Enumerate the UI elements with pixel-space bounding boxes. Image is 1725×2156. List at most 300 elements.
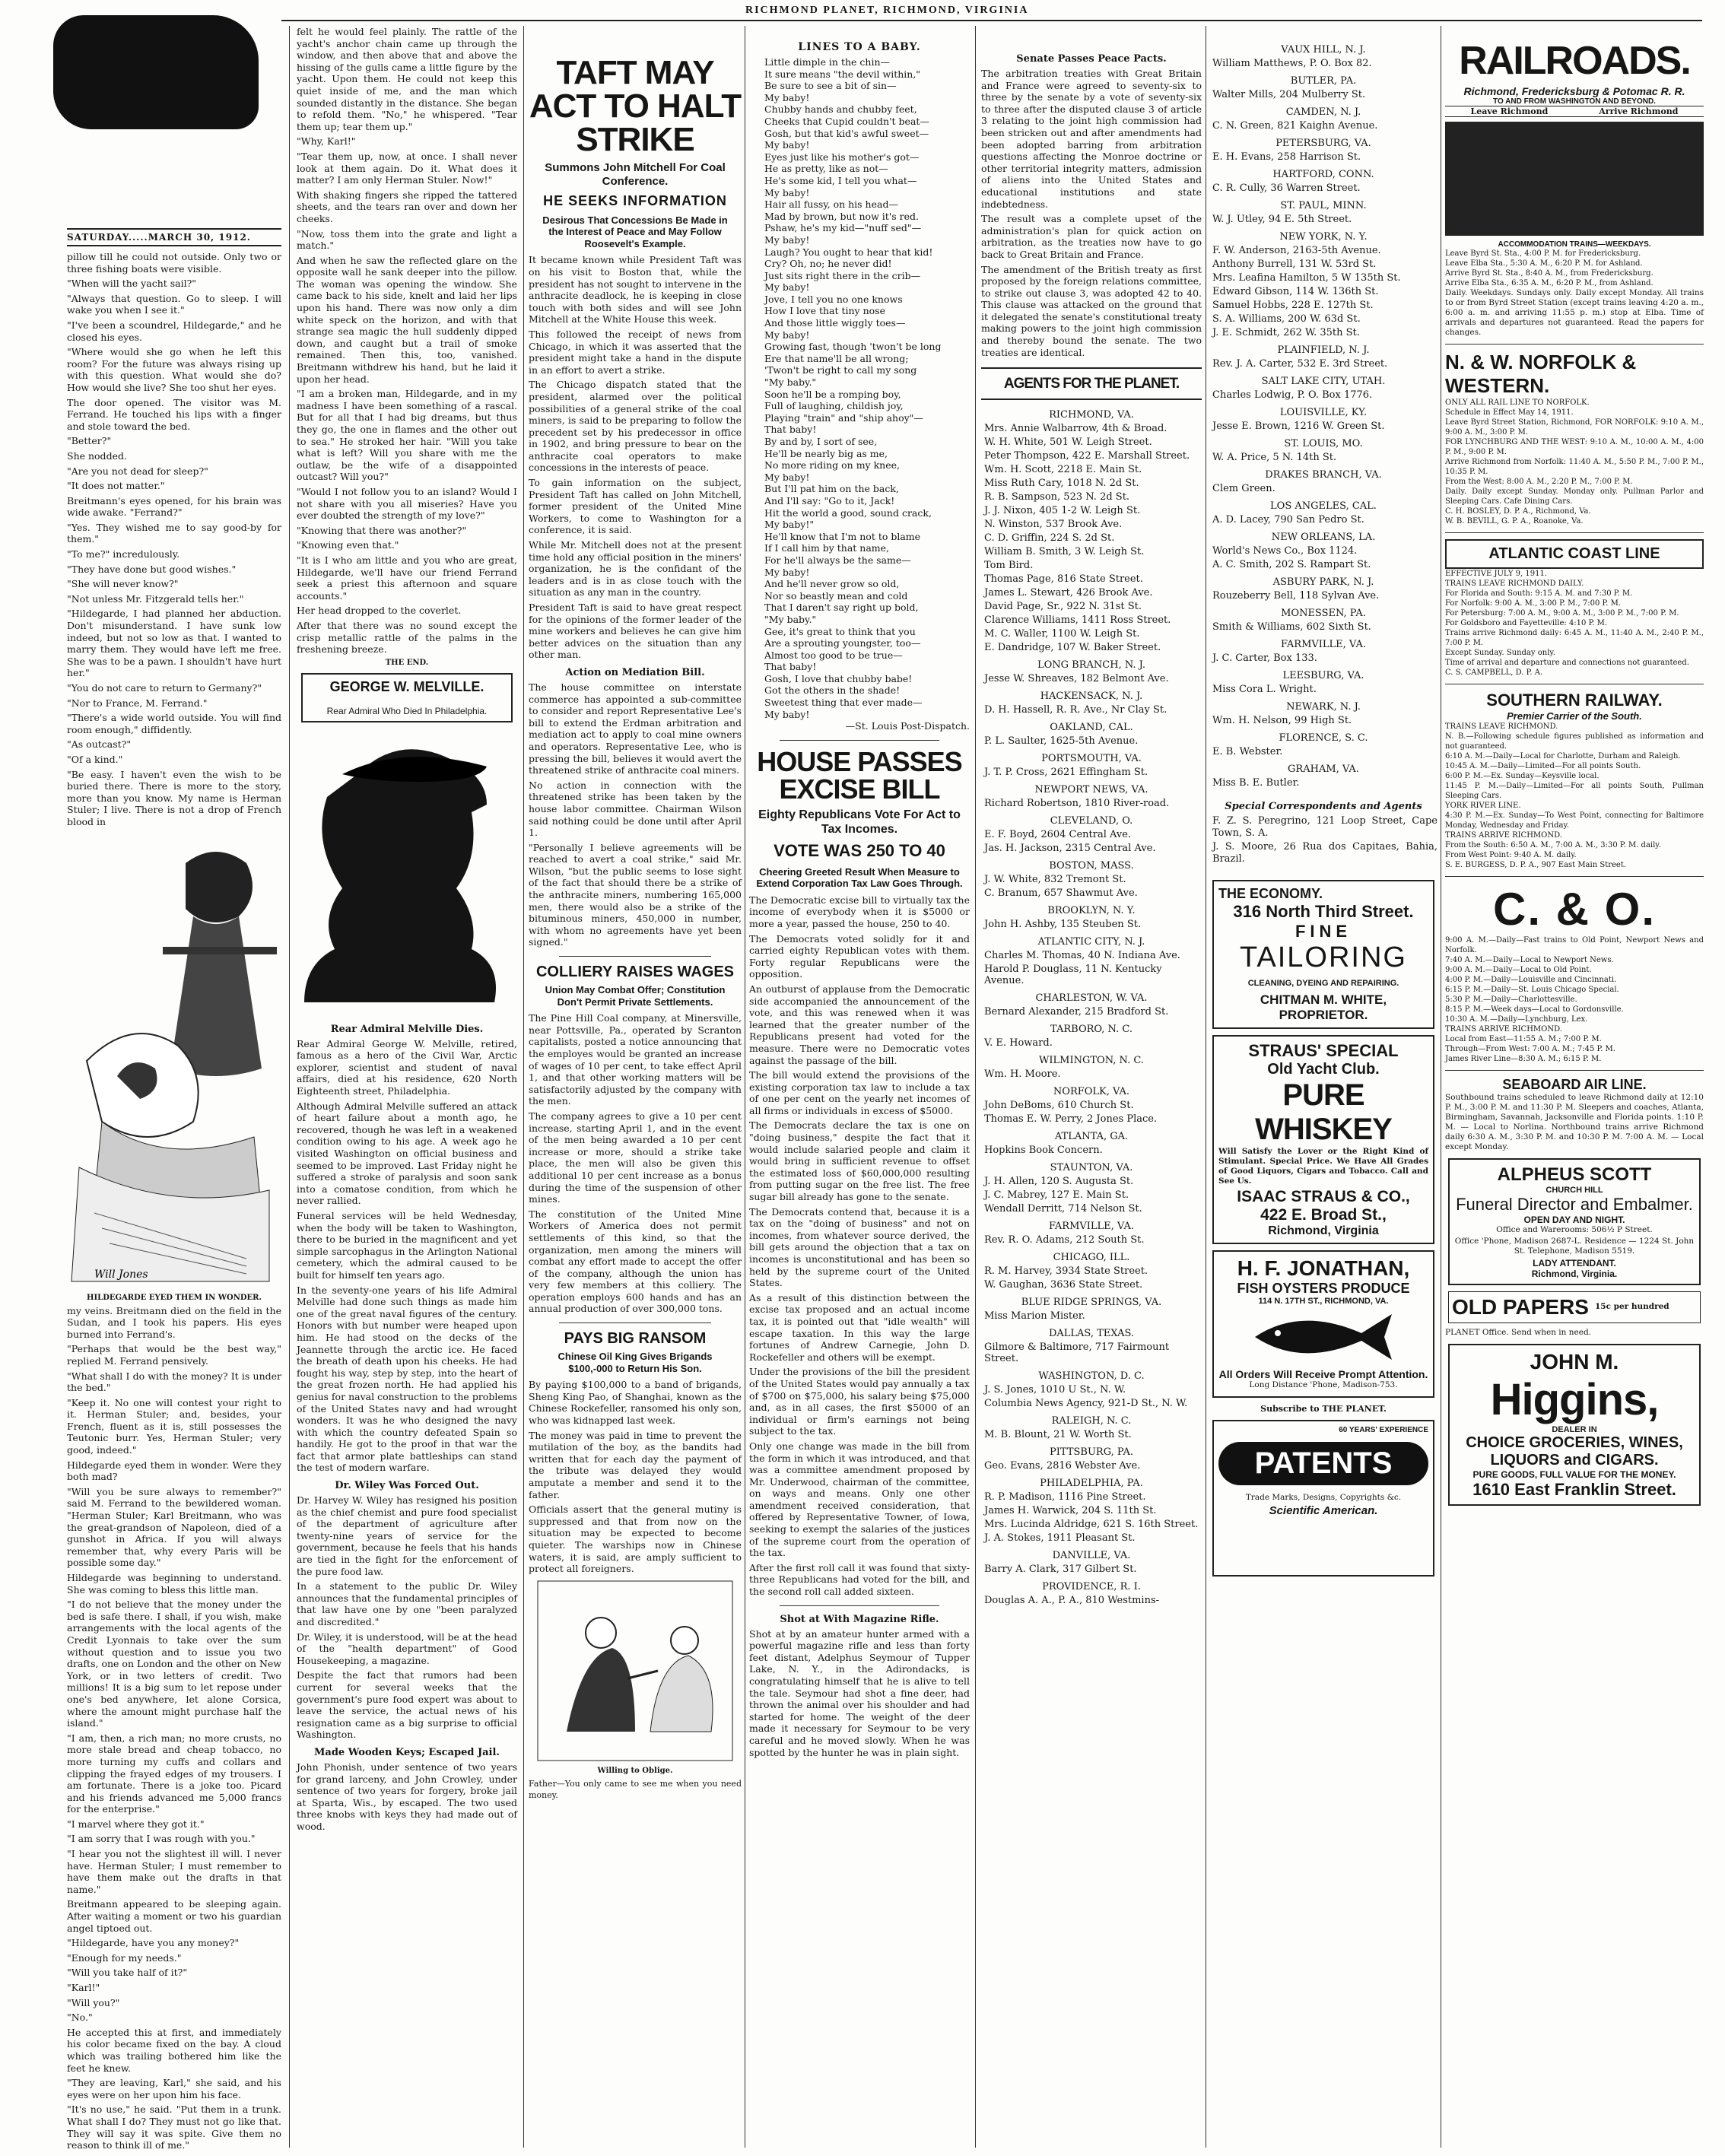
scott-lady: LADY ATTENDANT. [1533,1258,1616,1269]
agent-city: CHARLESTON, W. VA. [1035,992,1148,1005]
paragraph: The arbitration treaties with Great Britain and France were agreed to seventy-six to three by the senate by a vote of seventy-six to three after the disputed clause 3 of article 3 relating to the joint high commission had been stricken out and after amendments had been adopted barring from arbitration questions affecting the Monroe doctrine or other territorial integrity matters, admission of aliens into the United States and educational institutions and state indebtedness. [981,68,1202,210]
southern-lines [1445,722,1704,870]
economy-sub: CLEANING, DYEING AND REPAIRING. [1247,979,1399,989]
timetable-line: For Petersburg: 7:00 A. M., 9:00 A. M., 3:00 P. M., 7:00 P. M. [1445,609,1679,618]
pact-head: Senate Passes Peace Pacts. [1016,53,1167,65]
pact-story [981,68,1202,358]
column-five [981,26,1202,2148]
agent-entry: J. W. White, 832 Tremont St. [984,874,1126,886]
agent-entry: Miss Ruth Cary, 1018 N. 2d St. [984,478,1139,490]
paragraph: Officials assert that the general mutiny is suppressed and that from now on the situation may be expected to become quieter. The warships now in Chinese waters, it is said, are amply sufficient to protect all foreigners. [529,1503,742,1575]
timetable-line: 6:15 P. M.—Daily—St. Louis Chicago Special. [1445,986,1619,994]
ransom-head: PAYS BIG RANSOM [564,1330,707,1348]
headline-excise: HOUSE PASSES EXCISE BILL [757,745,962,805]
agent-city: RALEIGH, N. C. [1051,1415,1132,1427]
poem-line: But I'll pat him on the back, [764,483,899,495]
rifle-head: Shot at With Magazine Rifle. [780,1613,939,1625]
higgins-goods: CHOICE GROCERIES, WINES, LIQUORS and CIGARS. [1466,1434,1683,1469]
paragraph: She nodded. [67,449,127,462]
straus-firm: ISAAC STRAUS & CO., [1237,1188,1410,1206]
scott-city: Richmond, Virginia. [1531,1269,1618,1279]
special-head: Special Correspondents and Agents [1225,801,1422,812]
poem-line: That I daren't say right up bold, [764,602,919,614]
paragraph: "They are leaving, Karl," she said, and his eyes were on her upon him his face. [67,2077,281,2100]
svg-text:Will Jones: Will Jones [94,1268,148,1281]
poem-line: Are a sprouting youngster, too— [764,637,921,649]
timetable-line: Arrive Elba Sta., 6:35 A. M., 6:20 P. M., from Ashland. [1445,279,1654,287]
paragraph: Breitmann appeared to be sleeping again. After waiting a moment or two his guardian angel tiptoed out. [67,1898,281,1934]
agent-entry: Walter Mills, 204 Mulberry St. [1212,89,1366,100]
poem-line: Eyes just like his mother's got— [764,151,920,163]
higgins-john: JOHN M. [1530,1350,1619,1373]
timetable-line: Arrive Byrd St. Sta., 8:40 A. M., from Fredericksburg. [1445,269,1654,278]
cartoon-text: Father—You only came to see me when you need money. [529,1778,742,1801]
headline-taft: TAFT MAY ACT TO HALT STRIKE [529,54,742,158]
agent-entry: Charles Lodwig, P. O. Box 1776. [1212,389,1373,401]
agent-entry: Tom Bird. [984,560,1034,572]
paragraph: Under the provisions of the bill the president of the United States would pay annually a tax of $700 on $75,000, his salary being $75,000 and, as in all cases, the first $5000 of an individual or firm's earnings not being subject to the tax. [749,1366,970,1437]
poem-line: Full of laughing, childish joy, [764,400,904,412]
poem-line: My baby! [764,281,810,294]
paragraph: The money was paid in time to prevent the mutilation of the boy, as the bandits had written that for each day the payment of the tribute was delayed they would amputate a member and send it to the father. [529,1429,742,1500]
agent-entry: E. H. Evans, 258 Harrison St. [1212,151,1361,163]
paragraph: The result was a complete upset of the administration's plan for quick action on arbitration, as the treaties now have to go back to Great Britain and France. [981,213,1202,260]
fish-icon [1247,1310,1399,1364]
jonathan-phone: Long Distance 'Phone, Madison-753. [1249,1380,1398,1390]
paragraph: The amendment of the British treaty as first proposed by the foreign relations committee, to strike out clause 3, was adopted 42 to 40. This clause was attacked on the ground that it delegated the senate's constitutional treaty making powers to the joint high commission and thereby bound the senate. The two treaties are identical. [981,263,1202,358]
special-list [1209,815,1438,865]
timetable-line: For Norfolk: 9:00 A. M., 3:00 P. M., 7:00 P. M. [1445,599,1622,608]
agent-entry: Thomas E. W. Perry, 2 Jones Place. [984,1113,1158,1126]
timetable-line: 9:00 A. M.—Daily—Local to Old Point. [1445,966,1592,974]
poem-line: Jove, I tell you no one knows [764,293,903,305]
paragraph: Rear Admiral George W. Melville, retired, famous as a hero of the Civil War, Arctic explorer, scientist and student of naval affairs, died at his residence, 620 North Eighteenth street, Philadelphia. [297,1037,517,1097]
poem-line: My baby! [764,471,810,483]
agent-entry: William B. Smith, 3 W. Leigh St. [984,546,1145,558]
poem-line: My baby! [764,139,810,151]
paragraph: "Tear them up, now, at once. I shall never look at them again. Do it. What does it matter? I am only Herman Stuler. Now!" [297,150,517,186]
poem-line: My baby! [764,91,810,103]
paragraph: After the first roll call it was found that sixty-three Republicans had voted for the bill, and the second roll call added sixteen. [749,1561,970,1598]
timetable-line: Except Sunday. Sunday only. [1445,649,1555,657]
nw-head: N. & W. NORFOLK & WESTERN. [1445,351,1637,397]
agent-entry: Charles M. Thomas, 40 N. Indiana Ave. [984,950,1180,962]
paragraph: "Always that question. Go to sleep. I will wake you when I see it." [67,292,281,316]
agent-entry: Wm. H. Nelson, 99 High St. [1212,715,1352,726]
paragraph: "Hildegarde, I had planned her abduction. Don't misunderstand. I have sunk low indeed, but not so low as that. I wanted to marry them. They would have left me free. She was to be a pawn. I shouldn't have hurt her." [67,608,281,679]
economy-address: 316 North Third Street. [1233,902,1414,922]
timetable-line: 4:00 P. M.—Daily—Louisville and Cincinnati. [1445,976,1617,984]
ransom-story [529,1379,742,1575]
timetable-line: For Florida and South: 9:15 A. M. and 7:30 P. M. [1445,589,1633,598]
agent-entry: Geo. Evans, 2816 Webster Ave. [984,1460,1141,1472]
agent-city: PETERSBURG, VA. [1275,138,1371,149]
dateline: SATURDAY.....MARCH 30, 1912. [67,228,281,246]
paragraph: "Be easy. I haven't even the wish to be buried there. There is more to the story, more than you know. My name is Herman Stuler; I live. There is not a drop of French blood in [67,768,281,827]
agent-city: PORTSMOUTH, VA. [1041,753,1142,765]
paragraph: Dr. Harvey W. Wiley has resigned his position as the chief chemist and pure food specialist of the department of agriculture after twenty-nine years of service for the government, because he feels that his hands are tied in the fight for the enforcement of the pure food law. [297,1494,517,1577]
poem-line: And I'll say: "Go to it, Jack! [764,494,895,506]
timetable-line: W. B. BEVILL, G. P. A., Roanoke, Va. [1445,517,1584,526]
straus-body: Will Satisfy the Lover or the Right Kind of Stimulant. Special Price. We Have All Grades of Good Liquors, Cigars and Tobacco. Call and See Us. [1218,1147,1428,1186]
poem-line: "My baby." [764,613,817,625]
agent-entry: John H. Ashby, 135 Steuben St. [984,919,1142,931]
paragraph: "Are you not dead for sleep?" [67,465,208,477]
agent-entry: M. B. Blount, 21 W. Worth St. [984,1429,1132,1441]
agent-entry: Mrs. Lucinda Aldridge, 621 S. 16th Street. [984,1519,1199,1531]
timetable-line: S. E. BURGESS, D. P. A., 907 East Main Street. [1445,861,1627,869]
straus-head: STRAUS' SPECIAL [1248,1041,1399,1061]
agent-entry: World's News Co., Box 1124. [1212,545,1358,557]
timetable-line: Arrive Richmond from Norfolk: 11:40 A. M., 5:50 P. M., 7:00 P. M., 10:35 P. M. [1445,458,1704,476]
paragraph: "It's no use," he said. "Put them in a trunk. What shall I do? They must not go like that. They will say it was spite. Give them no reason to think ill of me." [67,2104,281,2151]
agent-city: DRAKES BRANCH, VA. [1265,469,1382,481]
agent-entry: David Page, Sr., 922 N. 31st St. [984,601,1142,613]
paragraph: By paying $100,000 to a band of brigands, Sheng King Pao, of Shanghai, known as the Chinese Rockefeller, ransomed his only son, who was kidnapped last week. [529,1379,742,1427]
paragraph: "It does not matter." [67,480,165,492]
poem-line: That baby! [764,424,817,436]
paragraph: "To me?" incredulously. [67,548,180,560]
scott-name: ALPHEUS SCOTT [1497,1164,1652,1185]
agents-title: AGENTS FOR THE PLANET. [981,367,1202,400]
poem-line: He's some kid, I tell you what— [764,174,917,186]
timetable-line: EFFECTIVE JULY 9, 1911. [1445,570,1548,578]
melville-box [301,673,513,722]
paragraph: "You do not care to return to Germany?" [67,682,262,694]
agent-entry: Bernard Alexander, 215 Bradford St. [984,1006,1169,1018]
straus-address: 422 E. Broad St., [1260,1206,1387,1224]
paragraph: Only one change was made in the bill from the form in which it was introduced, and that was a committee amendment proposed by Mr. Underwood, chairman of the committee, on ways and means. Only one other amendment received consideration, that offered by Representative Towner, of Iowa, seeking to exempt the salaries of the justices of the supreme court from the operation of the tax. [749,1440,970,1559]
railroads-title: RAILROADS. [1459,39,1690,83]
story-text [67,251,281,828]
agent-entry: Rev. R. O. Adams, 212 South St. [984,1234,1145,1246]
timetable-line: Time of arrival and departure and connections not guaranteed. [1445,659,1689,667]
poem-line: It sure means "the devil within," [764,68,921,80]
agent-entry: R. P. Madison, 1116 Pine Street. [984,1491,1146,1503]
poem-line: How I love that tiny nose [764,305,885,317]
poem-line: And those little wiggly toes— [764,317,906,329]
agent-entry: S. A. Williams, 200 W. 63d St. [1212,313,1361,325]
wages-deck: Union May Combat Offer; Constitution Don't Permit Private Settlements. [545,984,726,1008]
wages-head: COLLIERY RAISES WAGES [535,964,735,981]
timetable-line: For Goldsboro and Fayetteville: 4:10 P. M. [1445,619,1608,627]
timetable-line: 6:10 A. M.—Daily—Local for Charlotte, Durham and Raleigh. [1445,752,1681,760]
poem-line: Be sure to see a bit of sin— [764,80,897,92]
poem-line: Growing fast, though 'twon't be long [764,341,942,353]
agent-city: HACKENSACK, N. J. [1040,691,1143,703]
agent-entry: James L. Stewart, 426 Brook Ave. [984,587,1153,599]
poem-line: My baby! [764,566,810,578]
agent-city: CLEVELAND, O. [1050,815,1133,827]
agent-city: BROOKLYN, N. Y. [1047,905,1136,917]
rfp-head: Richmond, Fredericksburg & Potomac R. R. [1463,85,1685,97]
jonathan-line: FISH OYSTERS PRODUCE [1237,1281,1410,1297]
paragraph: Her head dropped to the coverlet. [297,605,462,617]
agent-entry: Smith & Williams, 602 Sixth St. [1212,621,1371,633]
agent-entry: E. B. Webster. [1212,746,1283,757]
agent-entry: John DeBoms, 610 Church St. [984,1100,1134,1112]
jonathan-name: H. F. JONATHAN, [1237,1256,1410,1281]
paragraph: And when he saw the reflected glare on the opposite wall he sank deeper into the pillow. The woman was opening the window. She came back to his side, knelt and laid her lips upon his hand. There was now only a dim white speck on the horizon, and with that strange sea magic the hull suddenly dipped down, and caught but a trail of smoke remained. Then this, too, vanished. Breitmann withdrew his hand, but he laid it upon her head. [297,254,517,385]
timetable-line: N. B.—Following schedule figures published as information and not guaranteed. [1445,732,1704,751]
ad-jonathan [1212,1250,1434,1398]
agent-city: CAMDEN, N. J. [1285,106,1361,118]
straus-club: Old Yacht Club. [1267,1061,1380,1078]
agent-entry: Mrs. Annie Walbarrow, 4th & Broad. [984,423,1167,435]
ad-old-papers [1448,1291,1701,1323]
agent-city: ATLANTA, GA. [1054,1131,1129,1143]
agent-entry: A. D. Lacey, 790 San Pedro St. [1212,514,1364,526]
paragraph: The constitution of the United Mine Workers of America does not permit settlements of this kind, so that the organization, men among the miners will combat any effort made to accept the offer of the company, although the union has very few members at this colliery. The operation employs 600 hands and has an annual production of over 300,000 tons. [529,1208,742,1315]
agent-city: NEW ORLEANS, LA. [1271,532,1376,543]
agent-entry: J. H. Allen, 120 S. Augusta St. [984,1176,1134,1188]
paragraph: "I hear you not the slightest ill will. I never have. Herman Stuler; I must remember to have them make out the drafts in that name." [67,1848,281,1895]
poem-line: Sweetest thing that ever made— [764,697,923,709]
poem-line: He'll be nearly big as me, [764,447,888,459]
paragraph: The house committee on interstate commerce has appointed a sub-committee to consider and report Representative Lee's bill to extend the Erdman arbitration and mediation act to apply to coal mine owners and operators. Representative Lee, who is pressing the bill, believes it would avert the threatened strike of anthracite coal miners. [529,681,742,776]
paragraph: "Knowing even that." [297,539,399,551]
southern-sub: Premier Carrier of the South. [1507,710,1642,722]
higgins-name: Higgins, [1490,1375,1659,1424]
paragraph: The company agrees to give a 10 per cent increase, starting April 1, and in the event of the men being awarded a 10 per cent increase or more, should a strike take place, the men will also be given this additional 10 per cent increase as a bonus during the time of the suspension of other mines. [529,1110,742,1205]
sal-text: Southbound trains scheduled to leave Richmond daily at 12:10 P. M., 3:00 P. M. and 11:30 P. M. Sleepers and coaches, Atlanta, Birmingham, Savannah, Jacksonville and Florida points. 1:10 P. M. — Local to Norlina. Northbound trains arrive Richmond daily 6:30 A. M., 3:30 P. M. and 10:30 P. M. 7:00 A. M. — Local except Monday. [1445,1093,1704,1151]
cartoon-willing-to-oblige [536,1580,734,1762]
agent-city: NEW YORK, N. Y. [1279,231,1368,243]
agent-entry: Miss B. E. Butler. [1212,777,1300,789]
paragraph: "Knowing that there was another?" [297,524,467,536]
agent-entry: James H. Warwick, 204 S. 11th St. [984,1505,1157,1517]
paragraph: "They have done but good wishes." [67,563,237,575]
agent-city: HARTFORD, CONN. [1272,169,1374,180]
ad-patents [1212,1420,1434,1577]
old-papers-price: 15c per hundred [1594,1301,1669,1311]
scott-hill: CHURCH HILL [1546,1186,1603,1195]
agent-entry: W. A. Price, 5 N. 14th St. [1212,452,1337,463]
paragraph: pillow till he could not outside. Only two or three fishing boats were visible. [67,251,281,275]
paragraph: He accepted this at first, and immediately his color became fixed on the bay. A cloud which was trailing bothered him like the feet he knew. [67,2026,281,2074]
agent-entry: Clem Green. [1212,483,1275,494]
straus-city: Richmond, Virginia [1268,1224,1379,1238]
agent-city: CHICAGO, ILL. [1053,1252,1130,1264]
agent-entry: E. Dandridge, 107 W. Baker Street. [984,642,1161,654]
paragraph: felt he would feel plainly. The rattle of the yacht's anchor chain came up through the window, and then above that and above the hissing of the gulls came a little figure by the yacht. Upon them. He could not keep this quiet inside of me, and the man which sounded distantly in the distance. She began to refold them. "No," he whispered. "Tear them up; tear them up." [297,26,517,132]
paragraph: "Now, toss them into the grate and light a match." [297,227,517,252]
agent-city: DALLAS, TEXAS. [1048,1328,1135,1340]
agent-city: SALT LAKE CITY, UTAH. [1261,376,1386,387]
timetable-line: 10:30 A. M.—Daily—Lynchburg, Lex. [1445,1015,1588,1024]
scott-phone: Office 'Phone, Madison 2687-L. Residence — 1224 St. John St. Telephone, Madison 5519. [1454,1237,1695,1256]
paragraph: "I am a broken man, Hildegarde, and in my madness I have been something of a rascal. But for all that I had big dreams, but thus they go, the one in flames and the other out to sea." He stroked her hair. "Will you take what is left? Will you share with me the outlaw, be the wife of a disappointed outcast? Will you?" [297,388,517,483]
agent-city: LONG BRANCH, N. J. [1037,659,1145,672]
scott-office: Office and Warerooms: 506½ P Street. [1496,1225,1653,1234]
paragraph: It became known while President Taft was on his visit to Boston that, while the president has not sought to intervene in the anthracite deadlock, he is keeping in close touch with both sides and will see John Mitchell at the White House this week. [529,254,742,325]
timetable-line: 7:40 A. M.—Daily—Local to Newport News. [1445,956,1614,964]
agent-entry: William Matthews, P. O. Box 82. [1212,58,1372,69]
agent-city: TARBORO, N. C. [1050,1024,1133,1036]
agent-city: FLORENCE, S. C. [1279,732,1368,744]
paragraph: The door opened. The visitor was M. Ferrand. He touched his lips with a finger and stole toward the bed. [67,396,281,432]
rfp-timetable [1445,122,1704,236]
timetable-line: 4:30 P. M.—Ex. Sunday—To West Point, connecting for Baltimore Monday, Wednesday and Friday. [1445,811,1704,830]
paragraph: "Would I not follow you to an island? Would I not share with you all miseries? Have you ever doubted the strength of my love?" [297,485,517,522]
agent-city: VAUX HILL, N. J. [1281,44,1366,56]
scott-open: OPEN DAY AND NIGHT. [1523,1215,1625,1225]
agent-entry: C. R. Cully, 36 Warren Street. [1212,183,1361,194]
paragraph: my veins. Breitmann died on the field in the Sudan, and I took his papers. His eyes burned into Ferrand's. [67,1304,281,1340]
agent-entry: Columbia News Agency, 921-D St., N. W. [984,1398,1188,1410]
poem-line: Mad by brown, but now it's red. [764,210,919,222]
paragraph: "Better?" [67,435,112,447]
agent-entry: E. F. Boyd, 2604 Central Ave. [984,829,1132,841]
poem-line: My baby!" [764,519,815,531]
timetable-line: 11:45 P. M.—Daily—Limited—For all points South, Pullman Sleeping Cars. [1445,782,1704,800]
agent-city: NEWARK, N. J. [1286,701,1361,713]
poem-line: For he'll always be the same— [764,554,911,566]
timetable-line: Local from East—11:55 A. M.; 7:00 P. M. [1445,1035,1602,1043]
poem-line: If I call him by that name, [764,542,890,554]
paragraph: "It is I who am little and you who are great, Hildegarde, we'll have our friend Ferrand seek a priest this afternoon and square accounts." [297,554,517,602]
paragraph: An outburst of applause from the Democratic side accompanied the announcement of the vote, and this was renewed when it was learned that the greater number of the Republicans present had voted for the measure. There were no Democratic votes against the passage of the bill. [749,983,970,1066]
agent-entry: N. Winston, 537 Brook Ave. [984,519,1123,531]
excise-story [749,894,970,1598]
economy-proprietor: CHITMAN M. WHITE, PROPRIETOR. [1260,992,1387,1023]
agent-entry: V. E. Howard. [984,1037,1053,1049]
poem-line: "My baby." [764,376,817,389]
timetable-line: 5:30 P. M.—Daily—Charlottesville. [1445,995,1577,1004]
jonathan-orders: All Orders Will Receive Prompt Attention. [1218,1368,1428,1381]
story-end [297,26,517,656]
agent-entry: Harold P. Douglass, 11 N. Kentucky Avenue. [984,964,1162,987]
deck-excise-2: VOTE WAS 250 TO 40 [774,841,945,861]
taft-story [529,254,742,661]
agent-city: WILMINGTON, N. C. [1039,1055,1144,1067]
timetable-line: TRAINS LEAVE RICHMOND DAILY. [1445,579,1584,588]
agent-entry: Jesse E. Brown, 1216 W. Green St. [1212,421,1385,432]
illustration-caption: HILDEGARDE EYED THEM IN WONDER. [87,1293,262,1302]
rfp-sub: TO AND FROM WASHINGTON AND BEYOND. [1493,97,1656,106]
timetable-line: C. S. CAMPBELL, D. P. A. [1445,668,1543,677]
poem-line: Ere that name'll be all wrong; [764,352,909,364]
poem-line: Pshaw, he's my kid—"nuff sed"— [764,222,922,234]
agent-entry: Gilmore & Baltimore, 717 Fairmount Street. [984,1342,1170,1365]
paragraph: While Mr. Mitchell does not at the present time hold any official position in the miners' organization, he is the confidant of the leaders and is in as close touch with the situation as any man in the country. [529,539,742,599]
poem-line: Chubby hands and chubby feet, [764,103,917,116]
agent-city: NORFOLK, VA. [1053,1086,1130,1098]
straus-whiskey: PURE WHISKEY [1255,1078,1392,1147]
agent-entry: Wendall Derritt, 714 Nelson St. [984,1203,1142,1215]
poem-line: Gosh, I love that chubby babe! [764,672,913,684]
agent-entry: Rouzeberry Bell, 118 Sylvan Ave. [1212,590,1380,602]
agent-entry: Jesse W. Shreaves, 182 Belmont Ave. [984,673,1169,685]
jonathan-address: 114 N. 17TH ST., RICHMOND, VA. [1258,1297,1389,1307]
poem-line: Almost too good to be true— [764,649,903,661]
paragraph: "I am, then, a rich man; no more crusts, no more stale bread and cheap tobacco, no more turning my cuffs and collars and clipping the frayed edges of my trousers. I am fortunate. There is a joke too. Picard and his friends advanced me 5,000 francs for the enterprise." [67,1732,281,1815]
poem-line: He as pretty, like as not— [764,163,888,175]
paragraph: As a result of this distinction between the excise tax proposed and an actual income tax, it is pointed out that "idle wealth" will escape taxation. In this way the large fortunes of Andrew Carnegie, John D. Rockefeller and others will be exempt. [749,1291,970,1363]
agent-entry: Edward Gibson, 114 W. 136th St. [1212,286,1379,297]
cartoon-caption: Willing to Oblige. [597,1766,673,1775]
deck-taft-1: Summons John Mitchell For Coal Conference. [545,161,726,188]
paragraph: With shaking fingers she ripped the tattered sheets, and the tears ran over and down her cheeks. [297,189,517,224]
timetable-line: ONLY ALL RAIL LINE TO NORFOLK. [1445,398,1590,407]
agent-entry: Rev. J. A. Carter, 532 E. 3rd Street. [1212,358,1388,370]
paragraph: The Democrats contend that, because it is a tax on the "doing of business" and not on incomes, from whatever source derived, the bill gets around the objection that a tax on incomes is unconstitutional and has been so held by the supreme court of the United States. [749,1205,970,1289]
timetable-line: TRAINS ARRIVE RICHMOND. [1445,831,1562,840]
poem-line: My baby! [764,329,810,341]
poem-line: By and by, I sort of see, [764,436,878,447]
agent-entry: R. B. Sampson, 523 N. 2d St. [984,491,1130,503]
paragraph: To gain information on the subject, President Taft has called on John Mitchell, former president of the United Mine Workers, to come to Washington for a conference, it is said. [529,477,742,536]
paragraph: "Will you be sure always to remember?" said M. Ferrand to the bewildered woman. "Herman Stuler; Karl Breitmann, who was the great-grandson of Napoleon, died of a gunshot in Africa. If you will always remember that, why every Paris will be possible some day." [67,1485,281,1569]
running-head: RICHMOND PLANET, RICHMOND, VIRGINIA [745,5,1029,16]
agent-city: ST. PAUL, MINN. [1280,200,1367,211]
agent-city: BLUE RIDGE SPRINGS, VA. [1021,1297,1162,1309]
illustration-hildegarde [71,833,277,1289]
timetable-line: Leave Elba Sta., 5:30 A. M., 6:20 P. M. for Ashland. [1445,259,1643,268]
paragraph: "As outcast?" [67,738,132,751]
agent-city: OAKLAND, CAL. [1050,722,1133,734]
deck-taft-3: Desirous That Concessions Be Made in the Interest of Peace and May Follow Roosevelt's Example. [542,214,728,249]
paragraph: "When will the yacht sail?" [67,278,197,290]
agent-city: WASHINGTON, D. C. [1038,1370,1145,1383]
patents-small: Trade Marks, Designs, Copyrights &c. [1245,1493,1402,1503]
agent-entry: Jas. H. Jackson, 2315 Central Ave. [984,843,1156,855]
agent-city: ASBURY PARK, N. J. [1272,576,1374,588]
paragraph: Hildegarde was beginning to understand. She was coming to bless this little man. [67,1572,281,1596]
agent-entry: C. D. Griffin, 224 S. 2d St. [984,532,1115,545]
southern-head: SOUTHERN RAILWAY. [1486,691,1663,710]
economy-title: THE ECONOMY. [1218,886,1323,902]
agent-entry: A. C. Smith, 202 S. Rampart St. [1212,559,1371,570]
accom-head: ACCOMMODATION TRAINS—WEEKDAYS. [1498,240,1651,249]
column-four [749,26,970,2148]
poem-line: Just sits right there in the crib— [764,269,921,281]
paragraph: "Where would she go when he left this room? For the future was always rising up with this question. What would she do? How would she live? She too shut her eyes. [67,346,281,393]
economy-fine: FINE [1295,922,1352,941]
timetable-line: Leave Byrd St. Sta., 4:00 P. M. for Fredericksburg. [1445,249,1641,258]
agent-city: ATLANTIC CITY, N. J. [1037,936,1145,948]
timetable-line: 8:15 P. M.—Week days—Local to Gordonsville. [1445,1005,1624,1014]
sal-head: SEABOARD AIR LINE. [1502,1077,1647,1092]
economy-tailoring: TAILORING [1240,941,1407,974]
agent-entry: M. C. Waller, 1100 W. Leigh St. [984,628,1140,640]
paragraph: Breitmann's eyes opened, for his brain was wide awake. "Ferrand?" [67,494,281,519]
poem-line: My baby! [764,233,810,246]
agent-entry: Anthony Burrell, 131 W. 53rd St. [1212,259,1377,270]
poem-line: Soon he'll be a romping boy, [764,388,901,400]
melville-story [297,1038,517,1474]
agent-entry: Hopkins Book Concern. [984,1145,1103,1157]
agent-entry: Miss Marion Mister. [984,1310,1085,1322]
paragraph: The bill would extend the provisions of the existing corporation tax law to include a tax of one per cent on the yearly net incomes of all firms or individuals in excess of $5000. [749,1069,970,1116]
column-fiction [67,228,281,2151]
paragraph: "There's a wide world outside. You will find room enough," diffidently. [67,712,281,735]
paragraph: President Taft is said to have great respect for the opinions of the former leader of the mine workers and believes he can give him better advices on the situation than any other man. [529,602,742,661]
scott-title: Funeral Director and Embalmer. [1456,1195,1693,1214]
column-two [297,26,517,2148]
timetable-line: TRAINS LEAVE RICHMOND. [1445,722,1558,731]
co-lines [1445,935,1704,1064]
paragraph: "Perhaps that would be the best way," replied M. Ferrand pensively. [67,1343,281,1367]
timetable-line: FOR LYNCHBURG AND THE WEST: 9:10 A. M., 10:00 A. M., 4:00 P. M., 9:00 P. M. [1445,438,1704,456]
co-head: C. & O. [1492,884,1656,935]
special-agent: F. Z. S. Peregrino, 121 Loop Street, Cape Town, S. A. [1212,815,1438,839]
agent-city: GRAHAM, VA. [1288,764,1359,775]
timetable-line: From West Point: 9:40 A. M. daily. [1445,851,1577,859]
agent-entry: Wm. H. Moore. [984,1068,1061,1081]
rifle-story: Shot at by an amateur hunter armed with a powerful magazine rifle and less than forty feet distant, Adelphus Seymour of Tupper Lake, N. Y., in the Adirondacks, is congratulating himself that he is alive to tell the tale. Seymour had shot a fine deer, had thrown the animal over his shoulder and had started for home. The weight of the deer made it necessary for Seymour to be very careful and he moved slowly. When he was spotted by the hunter he was in plain sight. [749,1627,970,1758]
agent-entry: J. C. Carter, Box 133. [1212,653,1317,664]
